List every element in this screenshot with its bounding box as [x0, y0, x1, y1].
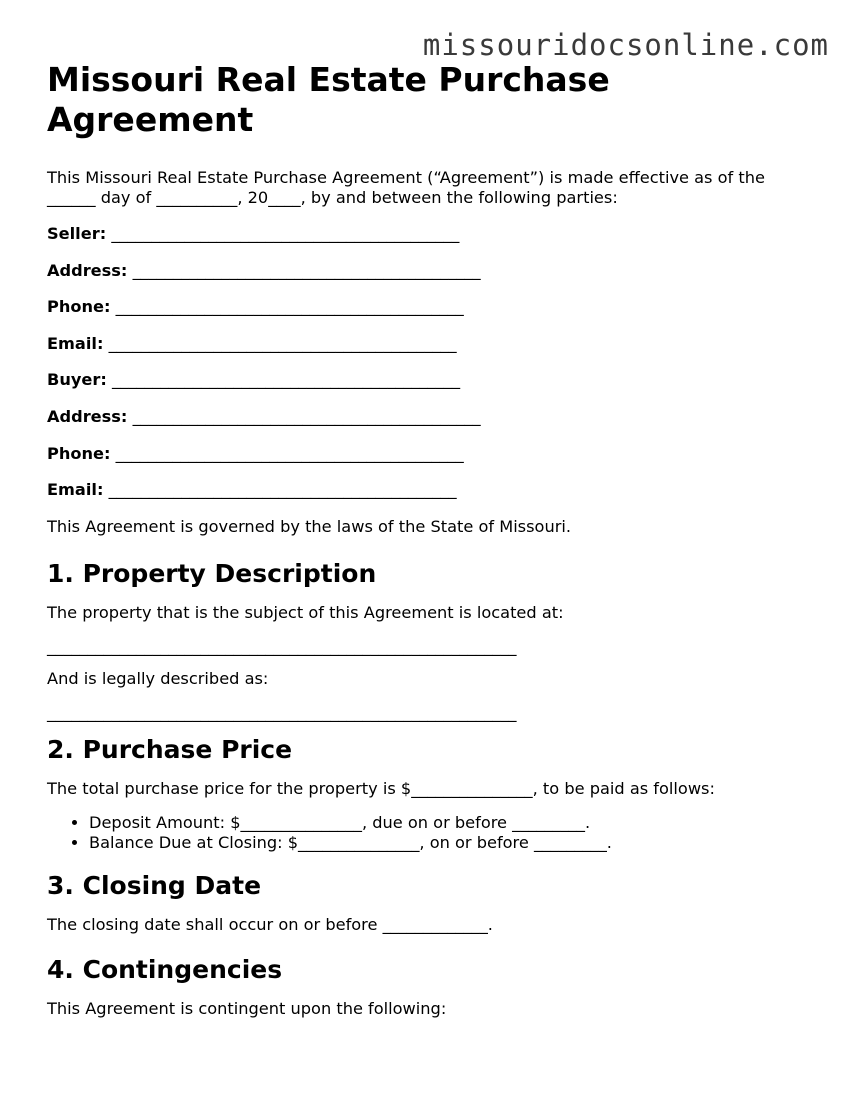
parties-list — [47, 224, 817, 500]
field-blank[interactable]: ___________________________________________ — [127, 260, 481, 280]
field-blank[interactable]: ___________________________________________ — [110, 297, 464, 317]
legal-description-text: And is legally described as: — [47, 668, 269, 688]
document-body — [47, 60, 817, 1033]
buyer-field[interactable] — [47, 370, 817, 390]
intro-paragraph: This Missouri Real Estate Purchase Agreement (“Agreement”) is made effective as of the ______ day of __________, 20____, by and between the following parties: — [47, 168, 765, 207]
field-label: Email: — [47, 480, 104, 500]
closing-date-text: The closing date shall occur on or before _____________. — [47, 914, 493, 934]
contingencies-text: This Agreement is contingent upon the following: — [47, 998, 447, 1018]
seller-email-field[interactable] — [47, 334, 817, 354]
buyer-phone-field[interactable] — [47, 444, 817, 464]
seller-phone-field[interactable] — [47, 297, 817, 317]
seller-field[interactable] — [47, 224, 817, 244]
field-blank[interactable]: ___________________________________________ — [127, 406, 481, 426]
field-label: Phone: — [47, 443, 111, 463]
purchase-price-text: The total purchase price for the property is $_______________, to be paid as follows: — [47, 778, 715, 798]
field-blank[interactable]: ___________________________________________ — [106, 370, 461, 390]
legal-description-blank[interactable]: __________________________________________________________ — [47, 702, 517, 722]
list-item: • Balance Due at Closing: $_______________, on or before _________. — [89, 833, 817, 853]
buyer-address-field[interactable] — [47, 407, 817, 427]
field-label: Address: — [47, 260, 128, 280]
section-heading-price: 2. Purchase Price — [47, 734, 293, 764]
field-blank[interactable]: ___________________________________________ — [103, 480, 457, 500]
list-item: • Deposit Amount: $_______________, due on or before _________. — [89, 813, 817, 833]
seller-address-field[interactable] — [47, 261, 817, 281]
field-label: Address: — [47, 406, 128, 426]
field-label: Buyer: — [47, 370, 107, 390]
section-heading-contingencies: 4. Contingencies — [47, 954, 283, 984]
field-label: Email: — [47, 333, 104, 353]
field-label: Phone: — [47, 297, 111, 317]
section-heading-closing: 3. Closing Date — [47, 870, 262, 900]
field-blank[interactable]: ___________________________________________ — [110, 443, 464, 463]
property-location-text: The property that is the subject of this Agreement is located at: — [47, 602, 564, 622]
buyer-email-field[interactable] — [47, 480, 817, 500]
payment-list — [47, 813, 817, 853]
property-location-blank[interactable]: __________________________________________________________ — [47, 636, 517, 656]
document-title: Missouri Real Estate Purchase Agreement — [47, 60, 610, 139]
field-blank[interactable]: ___________________________________________ — [106, 224, 460, 243]
site-watermark: missouridocsonline.com — [422, 28, 829, 62]
governing-law-paragraph: This Agreement is governed by the laws of the State of Missouri. — [47, 516, 572, 536]
field-label: Seller: — [47, 224, 107, 243]
field-blank[interactable]: ___________________________________________ — [103, 333, 457, 353]
section-heading-property: 1. Property Description — [47, 558, 377, 588]
